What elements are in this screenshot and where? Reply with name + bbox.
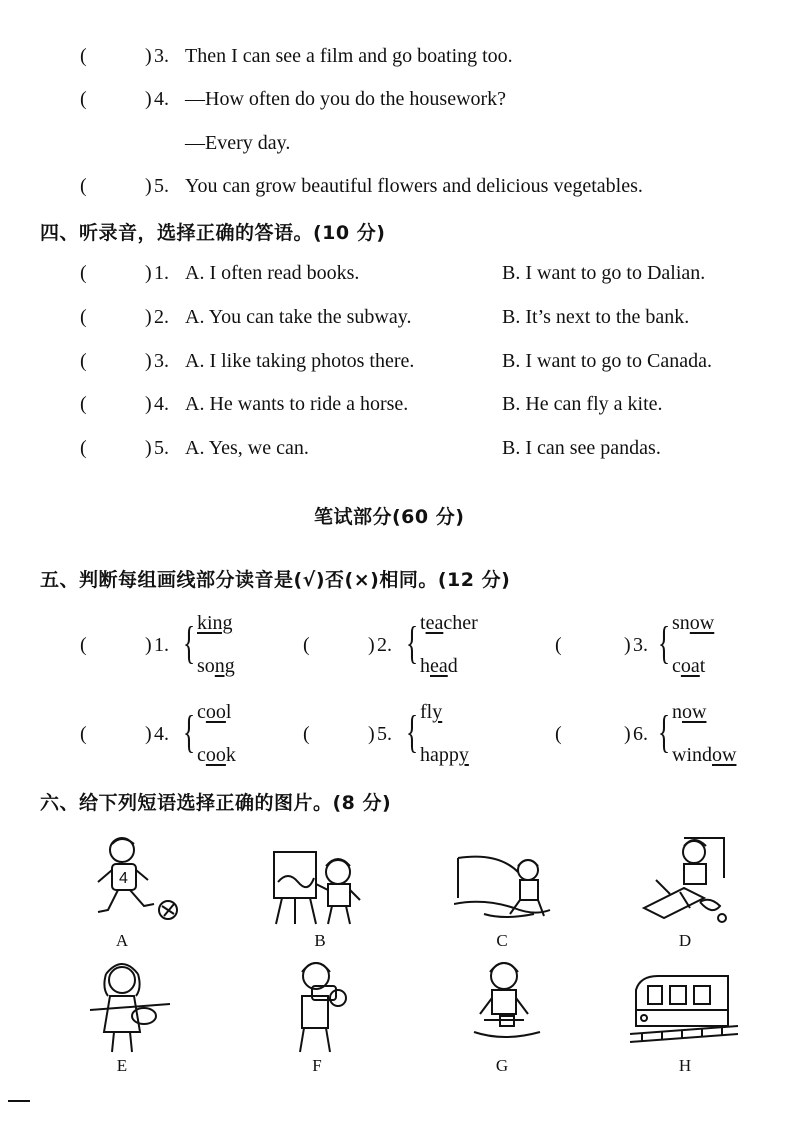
violin-girl-picture <box>80 960 180 1055</box>
section6-title: 六、给下列短语选择正确的图片。(8 分) <box>40 792 392 814</box>
answer-paren-open[interactable]: ( <box>80 45 87 67</box>
photo-boy-picture <box>282 956 362 1056</box>
answer-paren-open[interactable]: ( <box>555 723 562 745</box>
item-number: 1. <box>154 262 169 284</box>
answer-paren-open[interactable]: ( <box>303 634 310 656</box>
item-number: 2. <box>377 634 392 656</box>
item-number: 5. <box>154 437 169 459</box>
item-number: 3. <box>633 634 648 656</box>
item-number: 6. <box>633 723 648 745</box>
item-number: 4. <box>154 723 169 745</box>
answer-paren-close: ) <box>145 88 152 110</box>
brace-icon: { <box>658 617 671 668</box>
soccer-boy-picture <box>88 832 188 927</box>
answer-paren-close: ) <box>145 393 152 415</box>
item-text-reply: —Every day. <box>185 132 291 154</box>
item-number: 5. <box>154 175 169 197</box>
brace-icon: { <box>406 617 419 668</box>
item-number: 3. <box>154 45 169 67</box>
option-a: A. He wants to ride a horse. <box>185 393 409 415</box>
answer-paren-open[interactable]: ( <box>80 88 87 110</box>
subway-train-picture <box>630 970 740 1050</box>
answer-paren-close: ) <box>145 45 152 67</box>
answer-paren-open[interactable]: ( <box>80 723 87 745</box>
item-number: 1. <box>154 634 169 656</box>
brace-icon: { <box>183 706 196 757</box>
answer-paren-close: ) <box>145 634 152 656</box>
word-2: happy <box>420 744 469 766</box>
answer-paren-close: ) <box>624 634 631 656</box>
item-number: 4. <box>154 88 169 110</box>
word-1: king <box>197 612 233 634</box>
answer-paren-close: ) <box>145 350 152 372</box>
option-a: A. I like taking photos there. <box>185 350 415 372</box>
answer-paren-open[interactable]: ( <box>80 262 87 284</box>
answer-paren-open[interactable]: ( <box>80 437 87 459</box>
word-1: cool <box>197 701 232 723</box>
item-number: 3. <box>154 350 169 372</box>
answer-paren-open[interactable]: ( <box>80 350 87 372</box>
answer-paren-close: ) <box>145 437 152 459</box>
brace-icon: { <box>658 706 671 757</box>
item-number: 2. <box>154 306 169 328</box>
picture-label-d: D <box>678 931 692 950</box>
item-number: 5. <box>377 723 392 745</box>
picture-label-c: C <box>496 931 508 950</box>
written-part-title: 笔试部分(60 分) <box>314 506 465 528</box>
answer-paren-close: ) <box>145 723 152 745</box>
word-1: fly <box>420 701 443 723</box>
picture-label-b: B <box>314 931 326 950</box>
item-number: 4. <box>154 393 169 415</box>
page-corner-dash <box>8 1100 30 1102</box>
brace-icon: { <box>183 617 196 668</box>
word-1: snow <box>672 612 715 634</box>
item-text: You can grow beautiful flowers and delicious vegetables. <box>185 175 643 197</box>
option-b: B. I want to go to Canada. <box>502 350 712 372</box>
answer-paren-open[interactable]: ( <box>80 634 87 656</box>
picture-label-h: H <box>678 1056 692 1075</box>
word-2: window <box>672 744 737 766</box>
option-b: B. I can see pandas. <box>502 437 661 459</box>
option-b: B. He can fly a kite. <box>502 393 663 415</box>
fishing-boy-picture <box>454 848 554 928</box>
model-plane-boy-picture <box>640 832 732 927</box>
picture-label-f: F <box>312 1056 322 1075</box>
painting-boy-picture <box>268 842 368 927</box>
playing-boy-picture <box>464 958 550 1046</box>
brace-icon: { <box>406 706 419 757</box>
picture-label-a: A <box>115 931 129 950</box>
option-b: B. It’s next to the bank. <box>502 306 690 328</box>
answer-paren-open[interactable]: ( <box>303 723 310 745</box>
answer-paren-close: ) <box>624 723 631 745</box>
word-2: cook <box>197 744 236 766</box>
answer-paren-close: ) <box>145 306 152 328</box>
word-1: now <box>672 701 707 723</box>
svg-text:4: 4 <box>119 870 128 887</box>
answer-paren-close: ) <box>145 262 152 284</box>
option-a: A. You can take the subway. <box>185 306 412 328</box>
picture-label-g: G <box>495 1056 509 1075</box>
word-2: song <box>197 655 235 677</box>
item-text: Then I can see a film and go boating too. <box>185 45 513 67</box>
option-a: A. Yes, we can. <box>185 437 309 459</box>
answer-paren-open[interactable]: ( <box>80 306 87 328</box>
item-text: —How often do you do the housework? <box>185 88 507 110</box>
option-a: A. I often read books. <box>185 262 360 284</box>
section4-title: 四、听录音，选择正确的答语。(10 分) <box>40 222 386 244</box>
picture-label-e: E <box>116 1056 128 1075</box>
section5-title: 五、判断每组画线部分读音是(√)否(×)相同。(12 分) <box>40 569 511 591</box>
option-b: B. I want to go to Dalian. <box>502 262 706 284</box>
answer-paren-close: ) <box>368 723 375 745</box>
word-2: coat <box>672 655 706 677</box>
answer-paren-close: ) <box>145 175 152 197</box>
word-1: teacher <box>420 612 478 634</box>
answer-paren-open[interactable]: ( <box>555 634 562 656</box>
answer-paren-open[interactable]: ( <box>80 393 87 415</box>
answer-paren-close: ) <box>368 634 375 656</box>
word-2: head <box>420 655 458 677</box>
answer-paren-open[interactable]: ( <box>80 175 87 197</box>
